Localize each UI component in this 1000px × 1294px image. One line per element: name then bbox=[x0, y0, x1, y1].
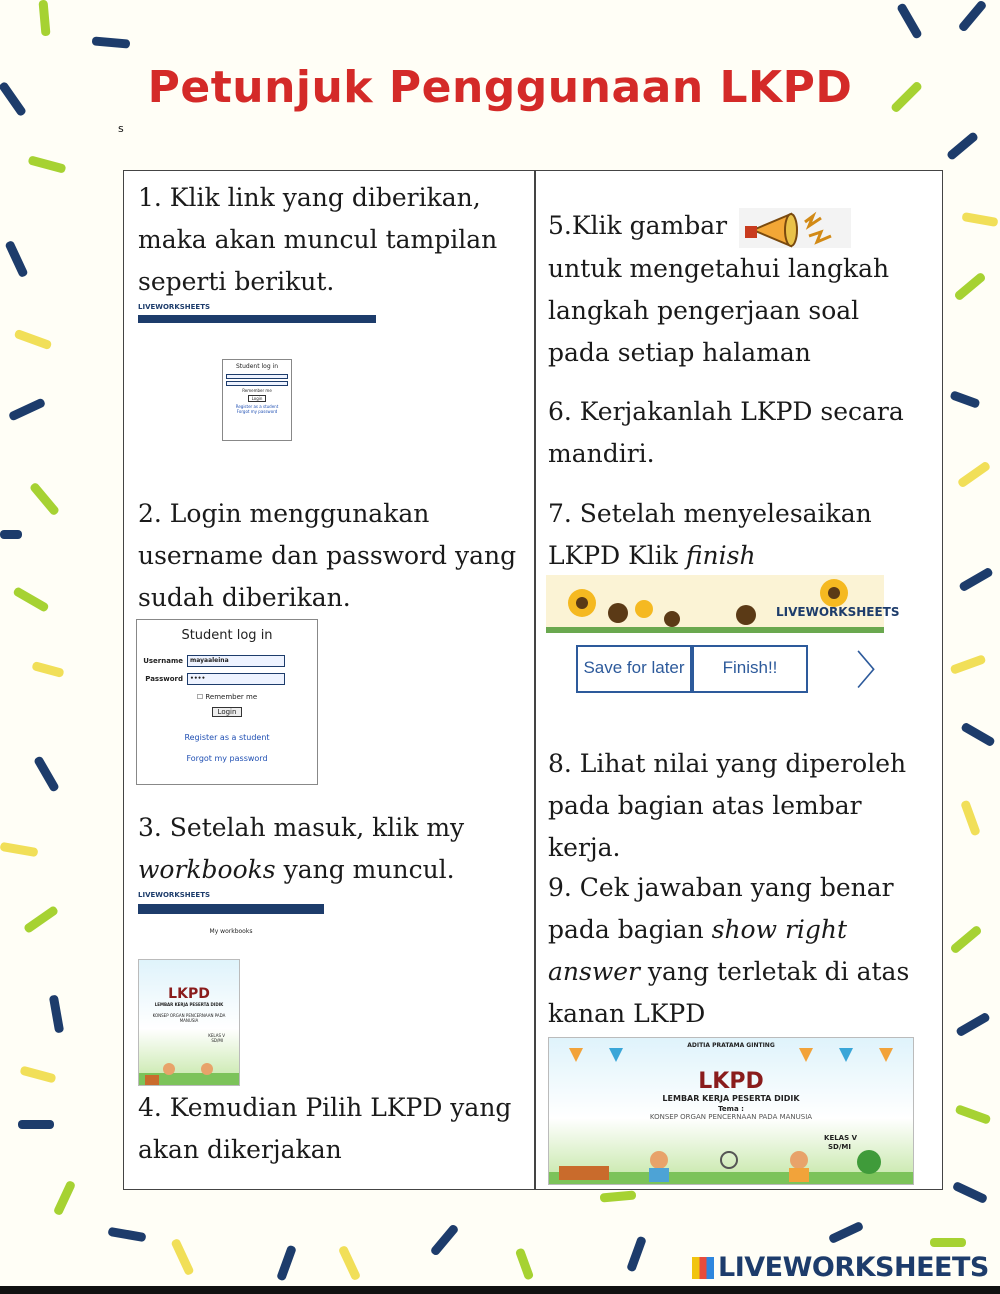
student-login-screenshot bbox=[136, 619, 318, 785]
step-3 bbox=[138, 807, 518, 891]
confetti-dash bbox=[4, 240, 28, 278]
confetti-dash bbox=[31, 661, 64, 678]
confetti-dash bbox=[19, 1065, 56, 1083]
lkpd-thumb-subtitle: LEMBAR KERJA PESERTA DIDIK bbox=[154, 1002, 224, 1007]
username-label: Username bbox=[143, 657, 183, 665]
forgot-password-link[interactable]: Forgot my password bbox=[186, 754, 268, 763]
step-7-emphasis: finish bbox=[685, 541, 756, 570]
nav-bar bbox=[138, 315, 376, 323]
step-9-emphasis: show right answer bbox=[548, 915, 848, 986]
step-5-text-end: untuk mengetahui langkah langkah pengerjaan soal pada setiap halaman bbox=[548, 253, 890, 367]
password-field-small[interactable] bbox=[226, 381, 288, 386]
confetti-dash bbox=[958, 567, 994, 593]
password-input[interactable]: •••• bbox=[187, 673, 285, 685]
confetti-dash bbox=[27, 155, 66, 174]
confetti-dash bbox=[53, 1180, 76, 1216]
nav-bar bbox=[138, 904, 324, 914]
next-arrow-icon[interactable]: 〉 bbox=[856, 648, 896, 694]
login-box-small bbox=[222, 359, 292, 441]
step-6: 6. Kerjakanlah LKPD secara mandiri. bbox=[548, 397, 904, 468]
remember-checkbox[interactable]: ☐ Remember me bbox=[196, 693, 258, 701]
confetti-dash bbox=[49, 995, 64, 1034]
bottom-border bbox=[0, 1286, 1000, 1294]
footer-logo-text: LIVEWORKSHEETS bbox=[718, 1252, 989, 1283]
confetti-dash bbox=[0, 842, 38, 857]
confetti-dash bbox=[626, 1236, 647, 1273]
page-title: Petunjuk Penggunaan LKPD bbox=[147, 62, 853, 113]
confetti-dash bbox=[14, 329, 53, 350]
password-row bbox=[143, 673, 311, 685]
login-button[interactable]: Login bbox=[212, 707, 242, 717]
lkpd-cover bbox=[548, 1037, 914, 1185]
step-9-text-end: yang terletak di atas kanan LKPD bbox=[548, 957, 910, 1028]
column-divider bbox=[534, 171, 536, 1189]
register-link-small[interactable]: Register as a student bbox=[235, 404, 279, 409]
confetti-dash bbox=[952, 1181, 988, 1204]
step-3-emphasis: workbooks bbox=[138, 855, 276, 884]
remember-label: Remember me bbox=[205, 693, 258, 701]
confetti-dash bbox=[276, 1245, 297, 1282]
step-4: 4. Kemudian Pilih LKPD yang akan dikerjakan bbox=[138, 1093, 512, 1164]
confetti-dash bbox=[896, 2, 923, 39]
username-field-small[interactable] bbox=[226, 374, 288, 379]
login-button-small[interactable]: Login bbox=[248, 395, 266, 402]
lkpd-thumb-kelas: KELAS V bbox=[208, 1033, 225, 1038]
confetti-dash bbox=[957, 0, 987, 33]
megaphone-icon[interactable] bbox=[739, 208, 851, 248]
step-7-text: 7. Setelah menyelesaikan LKPD Klik bbox=[548, 499, 872, 570]
step-2: 2. Login menggunakan username dan password yang sudah diberikan. bbox=[138, 499, 517, 612]
step-5-text: 5.Klik gambar bbox=[548, 211, 728, 240]
register-link[interactable]: Register as a student bbox=[184, 733, 270, 742]
confetti-dash bbox=[38, 0, 50, 36]
brand-logo: LIVEWORKSHEETS bbox=[138, 891, 211, 899]
finish-screenshot bbox=[546, 575, 900, 695]
step-9 bbox=[548, 867, 928, 1035]
sunflower-banner bbox=[546, 575, 900, 633]
children-illustration bbox=[139, 1055, 239, 1085]
step-7 bbox=[548, 493, 928, 577]
confetti-dash bbox=[33, 755, 60, 792]
confetti-dash bbox=[600, 1190, 637, 1202]
lkpd-author: ADITIA PRATAMA GINTING bbox=[687, 1042, 775, 1049]
step-9-text: 9. Cek jawaban yang benar pada bagian bbox=[548, 873, 894, 944]
confetti-dash bbox=[29, 482, 60, 517]
confetti-dash bbox=[961, 212, 998, 227]
username-row bbox=[143, 655, 311, 667]
brand-logo: LIVEWORKSHEETS bbox=[138, 303, 211, 311]
step-1: 1. Klik link yang diberikan, maka akan muncul tampilan seperti berikut. bbox=[138, 183, 498, 296]
lkpd-cover-level: SD/MI bbox=[828, 1143, 851, 1151]
step-3-text-end: yang muncul. bbox=[275, 855, 455, 884]
step-8: 8. Lihat nilai yang diperoleh pada bagian atas lembar kerja. bbox=[548, 749, 907, 862]
lkpd-cover-tema: KONSEP ORGAN PENCERNAAN PADA MANUSIA bbox=[649, 1113, 813, 1121]
confetti-dash bbox=[955, 1104, 992, 1125]
confetti-dash bbox=[92, 36, 131, 48]
confetti-dash bbox=[949, 390, 980, 409]
confetti-dash bbox=[953, 271, 986, 301]
password-label: Password bbox=[145, 675, 183, 683]
lkpd-thumb-tema: KONSEP ORGAN PENCERNAAN PADA MANUSIA bbox=[152, 1013, 226, 1023]
save-for-later-button[interactable]: Save for later bbox=[576, 645, 692, 693]
confetti-dash bbox=[515, 1247, 534, 1280]
confetti-dash bbox=[0, 530, 22, 539]
confetti-dash bbox=[170, 1238, 194, 1276]
my-workbooks-screenshot bbox=[138, 891, 324, 1071]
stray-mark: s bbox=[118, 122, 124, 135]
confetti-dash bbox=[949, 924, 982, 954]
confetti-dash bbox=[957, 460, 992, 488]
lkpd-cover-subtitle: LEMBAR KERJA PESERTA DIDIK bbox=[662, 1094, 800, 1103]
remember-small[interactable]: Remember me bbox=[242, 388, 272, 393]
confetti-dash bbox=[930, 1238, 966, 1247]
confetti-dash bbox=[960, 722, 996, 748]
instructions-panel bbox=[123, 170, 943, 1190]
workbooks-heading[interactable]: My workbooks bbox=[209, 928, 253, 935]
bunting-decoration bbox=[549, 1048, 913, 1066]
login-title-small: Student log in bbox=[235, 363, 279, 370]
username-input[interactable]: mayaaleina bbox=[187, 655, 285, 667]
children-badminton-illustration bbox=[549, 1144, 913, 1184]
step-3-text: 3. Setelah masuk, klik my bbox=[138, 813, 465, 842]
confetti-dash bbox=[429, 1223, 459, 1256]
lkpd-thumbnail[interactable] bbox=[138, 959, 240, 1086]
confetti-dash bbox=[955, 1012, 991, 1038]
lkpd-thumb-level: SD/MI bbox=[211, 1038, 223, 1043]
liveworksheets-logo-icon bbox=[692, 1257, 714, 1279]
confetti-dash bbox=[946, 131, 979, 161]
lkpd-thumb-title: LKPD bbox=[168, 986, 210, 1002]
confetti-dash bbox=[12, 586, 49, 613]
confetti-dash bbox=[8, 397, 46, 421]
lkpd-cover-title: LKPD bbox=[698, 1069, 764, 1094]
confetti-dash bbox=[960, 800, 981, 837]
confetti-dash bbox=[18, 1120, 54, 1129]
step-5 bbox=[548, 205, 928, 374]
lkpd-cover-kelas: KELAS V bbox=[824, 1134, 857, 1142]
finish-button[interactable]: Finish!! bbox=[692, 645, 808, 693]
liveworksheets-home-screenshot bbox=[138, 303, 376, 443]
liveworksheets-footer-logo[interactable] bbox=[692, 1252, 989, 1283]
confetti-dash bbox=[338, 1245, 361, 1281]
confetti-dash bbox=[23, 905, 59, 934]
confetti-dash bbox=[950, 654, 987, 675]
forgot-link-small[interactable]: Forgot my password bbox=[236, 409, 278, 414]
login-title: Student log in bbox=[181, 628, 273, 643]
confetti-dash bbox=[108, 1227, 147, 1242]
lkpd-cover-tema-label: Tema : bbox=[718, 1105, 744, 1113]
brand-logo: LIVEWORKSHEETS bbox=[776, 605, 900, 619]
confetti-dash bbox=[828, 1221, 864, 1244]
